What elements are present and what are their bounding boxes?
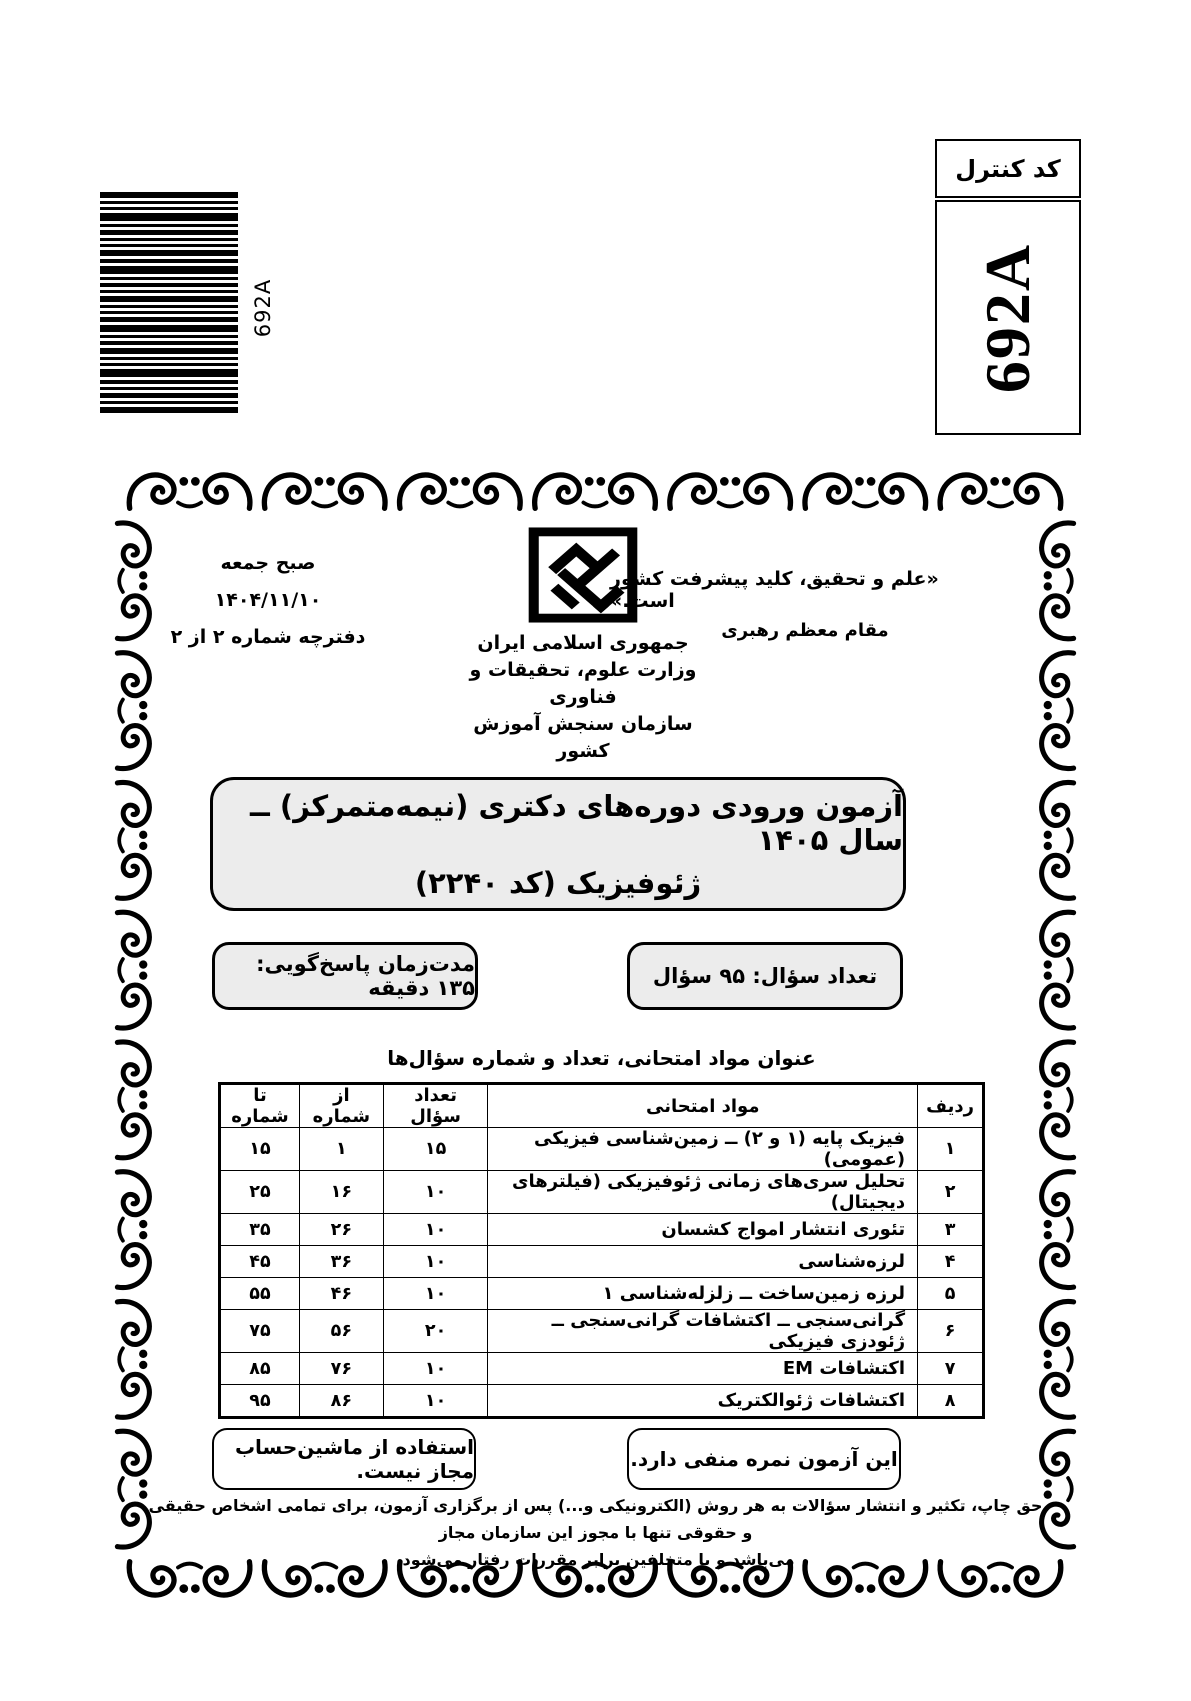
cell-to: ۱۵ [220, 1128, 300, 1171]
quote-attribution: مقام معظم رهبری [721, 620, 889, 641]
ornament-border-top [122, 466, 1068, 516]
duration-box: مدت‌زمان پاسخ‌گویی: ۱۳۵ دقیقه [212, 942, 478, 1010]
exam-title-box [210, 777, 906, 911]
ornament-border-left [110, 516, 158, 1554]
cell-from: ۱ [299, 1128, 383, 1171]
session-time: صبح جمعه [220, 552, 316, 574]
copyright-line1: حق چاپ، تکثیر و انتشار سؤالات به هر روش (الکترونیکی و...) پس از برگزاری آزمون، برای تمامی اشخاص حقیقی و حقوقی تنها با مجوز این سازمان مجاز [148, 1496, 1043, 1542]
cell-to: ۲۵ [220, 1171, 300, 1214]
control-code-box [935, 200, 1081, 435]
copyright-notice [147, 1492, 1044, 1573]
cell-from: ۳۶ [299, 1246, 383, 1278]
table-row [220, 1128, 984, 1171]
control-code-value: 692A [972, 242, 1043, 393]
booklet-number: دفترچه شماره ۲ از ۲ [170, 626, 366, 648]
table-row [220, 1385, 984, 1418]
exam-title-line1: آزمون ورودی دوره‌های دکتری (نیمه‌متمرکز) ــ سال ۱۴۰۵ [250, 788, 903, 857]
barcode [100, 192, 240, 416]
quote-text: «علم و تحقیق، کلید پیشرفت کشور است.» [610, 568, 939, 612]
cell-subject: لرزه‌شناسی [488, 1246, 918, 1278]
cell-to: ۹۵ [220, 1385, 300, 1418]
cell-from: ۸۶ [299, 1385, 383, 1418]
cell-row-index: ۱ [918, 1128, 984, 1171]
cell-row-index: ۶ [918, 1310, 984, 1353]
cell-row-index: ۸ [918, 1385, 984, 1418]
barcode-label: 692A [251, 278, 275, 338]
cell-from: ۵۶ [299, 1310, 383, 1353]
cell-from: ۱۶ [299, 1171, 383, 1214]
header-count: تعداد سؤال [383, 1084, 488, 1128]
question-count-box: تعداد سؤال: ۹۵ سؤال [627, 942, 903, 1010]
org-ministry: وزارت علوم، تحقیقات و فناوری [469, 659, 697, 708]
cell-row-index: ۵ [918, 1278, 984, 1310]
negative-marking-notice: این آزمون نمره منفی دارد. [627, 1428, 901, 1490]
exam-title-line2: ژئوفیزیک (کد ۲۲۴۰) [414, 865, 702, 900]
table-row [220, 1246, 984, 1278]
cell-count: ۱۰ [383, 1171, 488, 1214]
cell-subject: فیزیک پایه (۱ و ۲) ــ زمین‌شناسی فیزیکی (عمومی) [488, 1128, 918, 1171]
table-caption: عنوان مواد امتحانی، تعداد و شماره سؤال‌ها [387, 1046, 816, 1070]
cell-subject: اکتشافات EM [488, 1353, 918, 1385]
header-from: از شماره [299, 1084, 383, 1128]
cell-to: ۳۵ [220, 1214, 300, 1246]
cell-count: ۲۰ [383, 1310, 488, 1353]
cell-to: ۴۵ [220, 1246, 300, 1278]
table-row [220, 1278, 984, 1310]
cell-from: ۲۶ [299, 1214, 383, 1246]
session-info [163, 545, 373, 656]
table-row [220, 1214, 984, 1246]
header-row-index: ردیف [918, 1084, 984, 1128]
cell-subject: لرزه زمین‌ساخت ــ زلزله‌شناسی ۱ [488, 1278, 918, 1310]
cell-count: ۱۵ [383, 1128, 488, 1171]
org-country: جمهوری اسلامی ایران [477, 632, 689, 654]
cell-subject: گرانی‌سنجی ــ اکتشافات گرانی‌سنجی ــ ژئودزی فیزیکی [488, 1310, 918, 1353]
cell-subject: تئوری انتشار امواج کشسان [488, 1214, 918, 1246]
table-row [220, 1171, 984, 1214]
cell-from: ۴۶ [299, 1278, 383, 1310]
calculator-notice: استفاده از ماشین‌حساب مجاز نیست. [212, 1428, 476, 1490]
cell-subject: تحلیل سری‌های زمانی ژئوفیزیکی (فیلترهای دیجیتال) [488, 1171, 918, 1214]
cell-from: ۷۶ [299, 1353, 383, 1385]
quote-block [610, 568, 970, 641]
org-agency: سازمان سنجش آموزش کشور [473, 713, 693, 762]
header-subject: مواد امتحانی [488, 1084, 918, 1128]
cell-row-index: ۲ [918, 1171, 984, 1214]
table-header-row [220, 1084, 984, 1128]
cell-subject: اکتشافات ژئوالکتریک [488, 1385, 918, 1418]
subjects-table [218, 1082, 985, 1419]
session-date: ۱۴۰۴/۱۱/۱۰ [214, 589, 322, 611]
cell-count: ۱۰ [383, 1214, 488, 1246]
cell-to: ۸۵ [220, 1353, 300, 1385]
cell-row-index: ۷ [918, 1353, 984, 1385]
table-row [220, 1353, 984, 1385]
ornament-border-right [1033, 516, 1081, 1554]
cell-count: ۱۰ [383, 1353, 488, 1385]
copyright-line2: می‌باشد و با متخلفین برابر مقررات رفتار می‌شود. [396, 1550, 795, 1569]
cell-to: ۷۵ [220, 1310, 300, 1353]
cell-count: ۱۰ [383, 1278, 488, 1310]
cell-to: ۵۵ [220, 1278, 300, 1310]
header-to: تا شماره [220, 1084, 300, 1128]
table-row [220, 1310, 984, 1353]
organization-titles [447, 630, 719, 765]
cell-row-index: ۳ [918, 1214, 984, 1246]
cell-count: ۱۰ [383, 1246, 488, 1278]
cell-count: ۱۰ [383, 1385, 488, 1418]
control-code-label: کد کنترل [935, 139, 1081, 198]
cell-row-index: ۴ [918, 1246, 984, 1278]
